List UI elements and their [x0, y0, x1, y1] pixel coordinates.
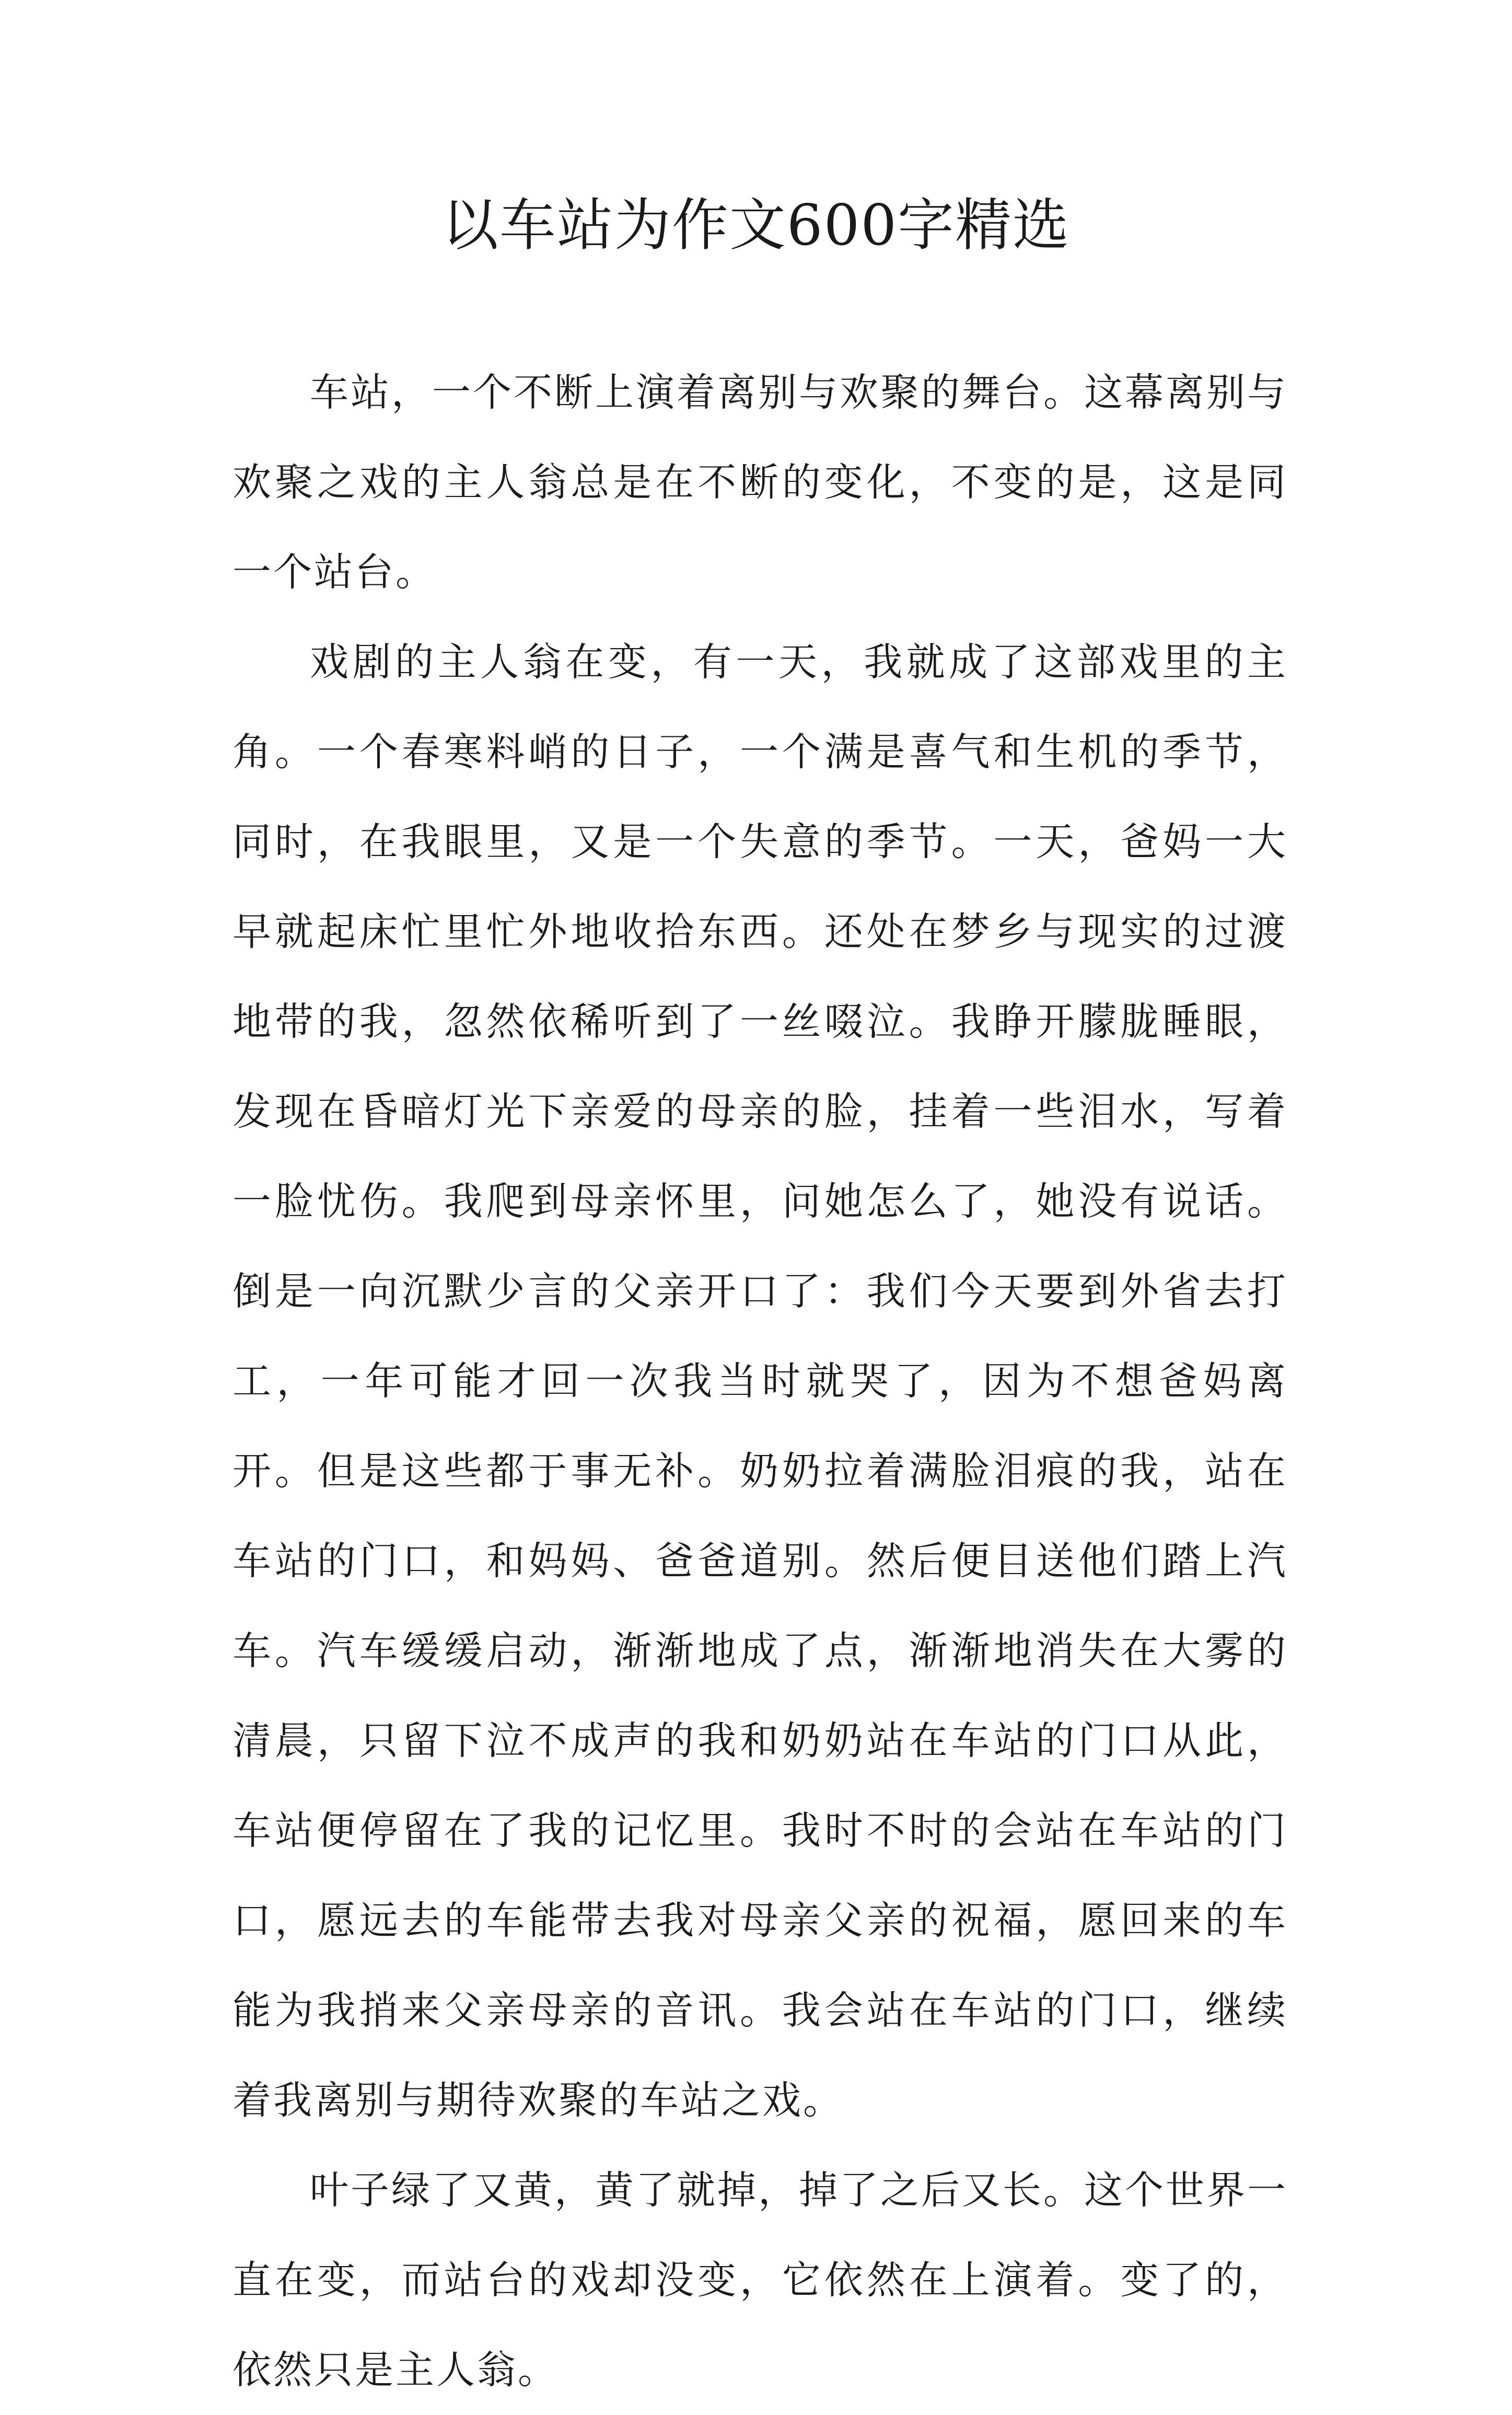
document-body: [232, 348, 1288, 2415]
body-paragraph: 车站，一个不断上演着离别与欢聚的舞台。这幕离别与欢聚之戏的主人翁总是在不断的变化，不变的是，这是同一个站台。: [232, 370, 1288, 595]
body-paragraph: 叶子绿了又黄，黄了就掉，掉了之后又长。这个世界一直在变，而站台的戏却没变，它依然在上演着。变了的，依然只是主人翁。: [232, 2168, 1288, 2393]
document-title: 以车站为作文600字精选: [441, 193, 1071, 258]
body-paragraph: 戏剧的主人翁在变，有一天，我就成了这部戏里的主角。一个春寒料峭的日子，一个满是喜气和生机的季节，同时，在我眼里，又是一个失意的季节。一天，爸妈一大早就起床忙里忙外地收拾东西。还处在梦乡与现实的过渡地带的我，忽然依稀听到了一丝啜泣。我睁开朦胧睡眼，发现在昏暗灯光下亲爱的母亲的脸，挂着一些泪水，写着一脸忧伤。我爬到母亲怀里，问她怎么了，她没有说话。倒是一向沉默少言的父亲开口了：我们今天要到外省去打工，一年可能才回一次我当时就哭了，因为不想爸妈离开。但是这些都于事无补。奶奶拉着满脸泪痕的我，站在车站的门口，和妈妈、爸爸道别。然后便目送他们踏上汽车。汽车缓缓启动，渐渐地成了点，渐渐地消失在大雾的清晨，只留下泣不成声的我和奶奶站在车站的门口从此，车站便停留在了我的记忆里。我时不时的会站在车站的门口，愿远去的车能带去我对母亲父亲的祝福，愿回来的车能为我捎来父亲母亲的音讯。我会站在车站的门口，继续着我离别与期待欢聚的车站之戏。: [232, 640, 1288, 2123]
